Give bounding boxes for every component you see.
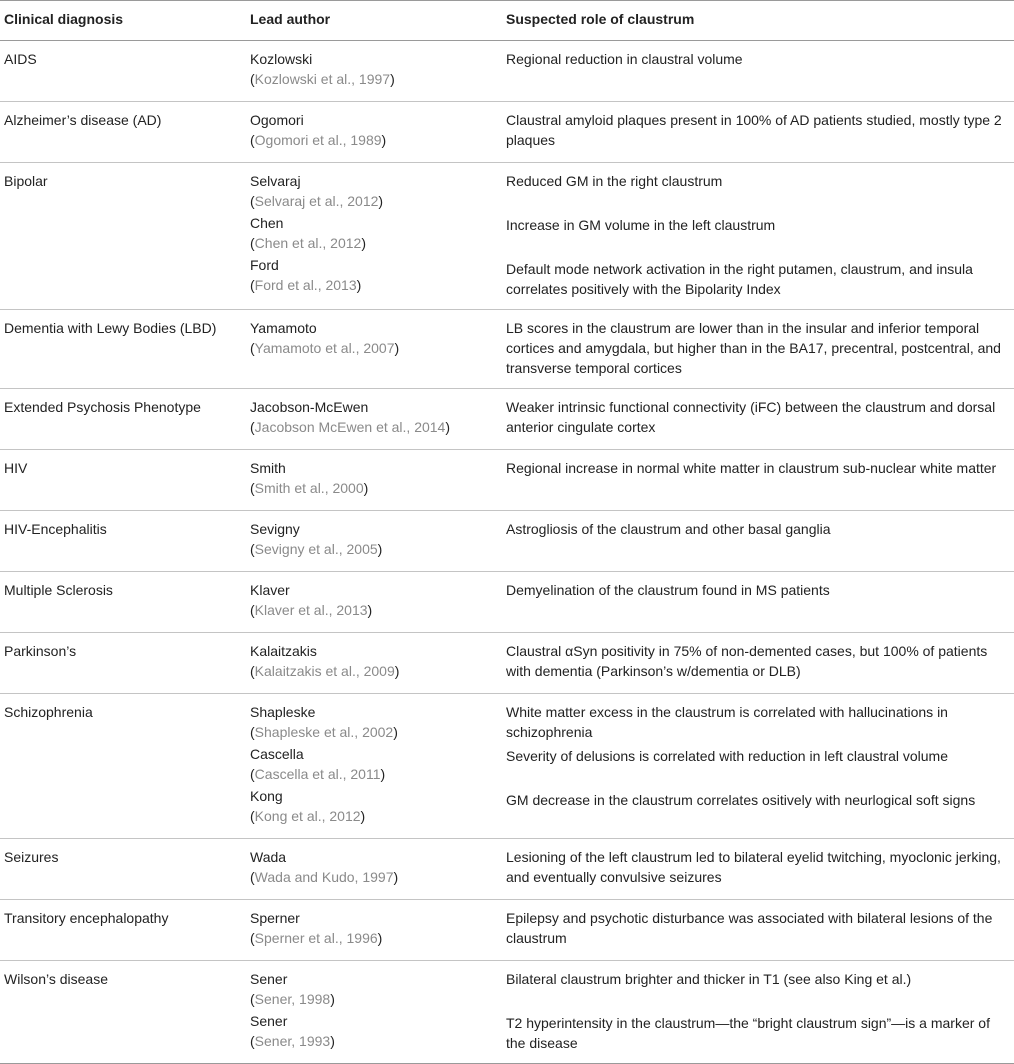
header-lead-author: Lead author [246, 1, 502, 41]
role-text: Reduced GM in the right claustrum [506, 173, 723, 189]
citation-link[interactable]: Kozlowski et al., 1997 [254, 71, 391, 87]
author-reference [250, 171, 498, 211]
author-reference [250, 519, 498, 559]
citation-link[interactable]: Sevigny et al., 2005 [254, 541, 378, 557]
diagnosis-cell: Parkinson’s [0, 633, 246, 694]
diagnosis-cell: Schizophrenia [0, 694, 246, 839]
author-reference [250, 318, 498, 358]
role-text: LB scores in the claustrum are lower than in the insular and inferior temporal cortices and amygdala, but higher than in the BA17, precentral, postcentral, and transverse temporal cortices [506, 320, 1001, 376]
citation-link[interactable]: Kalaitzakis et al., 2009 [254, 663, 395, 679]
citation-link[interactable]: Sener, 1993 [254, 1033, 331, 1049]
citation [250, 806, 498, 826]
citation-close-paren: ) [330, 991, 335, 1007]
lead-author-cell [246, 839, 502, 900]
citation [250, 722, 498, 742]
role-text: Epilepsy and psychotic disturbance was associated with bilateral lesions of the claustrum [506, 910, 993, 946]
citation-open-paren: ( [250, 724, 255, 740]
citation [250, 989, 498, 1009]
table-row [0, 310, 1014, 389]
citation [250, 478, 498, 498]
citation-close-paren: ) [377, 541, 383, 557]
table-row [0, 572, 1014, 633]
citation-open-paren: ( [250, 419, 255, 435]
author-name: Ogomori [250, 112, 304, 128]
author-name: Kalaitzakis [250, 643, 317, 659]
author-reference [250, 744, 498, 784]
suspected-role-cell [502, 900, 1014, 961]
citation-link[interactable]: Wada and Kudo, 1997 [254, 869, 394, 885]
citation [250, 69, 498, 89]
citation-close-paren: ) [380, 766, 386, 782]
author-name: Jacobson-McEwen [250, 399, 369, 415]
citation-link[interactable]: Chen et al., 2012 [254, 235, 362, 251]
suspected-role-cell [502, 961, 1014, 1064]
citation-open-paren: ( [250, 991, 255, 1007]
citation-close-paren: ) [378, 193, 384, 209]
role-text: Astrogliosis of the claustrum and other basal ganglia [506, 521, 831, 537]
author-name: Shapleske [250, 704, 316, 720]
citation-close-paren: ) [394, 663, 400, 679]
suspected-role-cell [502, 633, 1014, 694]
author-reference [250, 213, 498, 253]
citation [250, 130, 498, 150]
citation-open-paren: ( [250, 480, 255, 496]
author-name: Kong [250, 788, 283, 804]
author-name: Cascella [250, 746, 304, 762]
role-text: White matter excess in the claustrum is correlated with hallucinations in schizophrenia [506, 704, 948, 740]
citation [250, 275, 498, 295]
author-reference [250, 1011, 498, 1051]
citation-open-paren: ( [250, 340, 255, 356]
citation-link[interactable]: Sener, 1998 [254, 991, 331, 1007]
table-row [0, 633, 1014, 694]
citation [250, 1031, 498, 1051]
author-name: Selvaraj [250, 173, 301, 189]
citation [250, 191, 498, 211]
author-name: Sener [250, 1013, 288, 1029]
role-text: GM decrease in the claustrum correlates ositively with neurlogical soft signs [506, 792, 976, 808]
citation-close-paren: ) [381, 132, 387, 148]
citation-link[interactable]: Selvaraj et al., 2012 [254, 193, 379, 209]
author-name: Sperner [250, 910, 300, 926]
citation-open-paren: ( [250, 930, 255, 946]
author-reference [250, 255, 498, 295]
citation-link[interactable]: Ford et al., 2013 [254, 277, 357, 293]
author-reference [250, 49, 498, 89]
suspected-role-cell [502, 163, 1014, 310]
author-name: Kozlowski [250, 51, 313, 67]
author-name: Sevigny [250, 521, 300, 537]
diagnosis-cell: Multiple Sclerosis [0, 572, 246, 633]
citation-open-paren: ( [250, 132, 255, 148]
citation [250, 233, 498, 253]
lead-author-cell [246, 961, 502, 1064]
citation-open-paren: ( [250, 663, 255, 679]
citation-close-paren: ) [377, 930, 383, 946]
author-name: Wada [250, 849, 287, 865]
role-text: Default mode network activation in the right putamen, claustrum, and insula correlates positively with the Bipolarity Index [506, 261, 973, 297]
citation-link[interactable]: Kong et al., 2012 [254, 808, 361, 824]
citation-close-paren: ) [330, 1033, 335, 1049]
diagnosis-cell: Dementia with Lewy Bodies (LBD) [0, 310, 246, 389]
table-row [0, 389, 1014, 450]
suspected-role-cell [502, 41, 1014, 102]
author-reference [250, 580, 498, 620]
citation-open-paren: ( [250, 235, 255, 251]
citation-close-paren: ) [393, 724, 398, 740]
author-name: Chen [250, 215, 284, 231]
citation-open-paren: ( [250, 277, 255, 293]
citation-link[interactable]: Klaver et al., 2013 [254, 602, 368, 618]
header-row [0, 1, 1014, 41]
citation-close-paren: ) [360, 808, 366, 824]
author-reference [250, 847, 498, 887]
citation [250, 928, 498, 948]
lead-author-cell [246, 633, 502, 694]
citation [250, 417, 498, 437]
suspected-role-cell [502, 450, 1014, 511]
diagnosis-cell: Transitory encephalopathy [0, 900, 246, 961]
table-row [0, 102, 1014, 163]
author-name: Yamamoto [250, 320, 317, 336]
diagnosis-cell: Extended Psychosis Phenotype [0, 389, 246, 450]
table-row [0, 900, 1014, 961]
author-reference [250, 702, 498, 742]
table-body [0, 41, 1014, 1064]
citation [250, 867, 498, 887]
diagnosis-cell: Seizures [0, 839, 246, 900]
lead-author-cell [246, 511, 502, 572]
lead-author-cell [246, 694, 502, 839]
citation-open-paren: ( [250, 1033, 255, 1049]
author-reference [250, 786, 498, 826]
lead-author-cell [246, 572, 502, 633]
lead-author-cell [246, 102, 502, 163]
citation-open-paren: ( [250, 869, 255, 885]
author-reference [250, 110, 498, 150]
citation-link[interactable]: Smith et al., 2000 [254, 480, 364, 496]
citation-close-paren: ) [390, 71, 395, 87]
citation [250, 600, 498, 620]
citation [250, 338, 498, 358]
citation-close-paren: ) [445, 419, 451, 435]
role-text: Bilateral claustrum brighter and thicker in T1 (see also King et al.) [506, 971, 912, 987]
suspected-role-cell [502, 511, 1014, 572]
lead-author-cell [246, 900, 502, 961]
header-clinical-diagnosis: Clinical diagnosis [0, 1, 246, 41]
table-row [0, 511, 1014, 572]
citation-open-paren: ( [250, 766, 255, 782]
citation-link[interactable]: Jacobson McEwen et al., 2014 [254, 419, 446, 435]
suspected-role-cell [502, 310, 1014, 389]
citation-link[interactable]: Cascella et al., 2011 [254, 766, 381, 782]
role-text: Claustral amyloid plaques present in 100% of AD patients studied, mostly type 2 plaques [506, 112, 1002, 148]
citation-open-paren: ( [250, 71, 255, 87]
diagnosis-cell: AIDS [0, 41, 246, 102]
lead-author-cell [246, 41, 502, 102]
author-name: Klaver [250, 582, 290, 598]
author-name: Ford [250, 257, 279, 273]
citation-close-paren: ) [394, 340, 400, 356]
citation-open-paren: ( [250, 541, 255, 557]
citation-open-paren: ( [250, 602, 255, 618]
table-row [0, 961, 1014, 1064]
citation-link[interactable]: Yamamoto et al., 2007 [254, 340, 395, 356]
diagnosis-cell: Bipolar [0, 163, 246, 310]
role-text: Regional reduction in claustral volume [506, 51, 743, 67]
author-reference [250, 458, 498, 498]
citation-close-paren: ) [367, 602, 373, 618]
citation-link[interactable]: Ogomori et al., 1989 [254, 132, 382, 148]
role-text: Claustral αSyn positivity in 75% of non-demented cases, but 100% of patients with dementia (Parkinson’s w/dementia or DLB) [506, 643, 988, 679]
role-text: Lesioning of the left claustrum led to bilateral eyelid twitching, myoclonic jerking, and eventually convulsive seizures [506, 849, 1001, 885]
citation-close-paren: ) [393, 869, 399, 885]
author-reference [250, 641, 498, 681]
role-text: Regional increase in normal white matter in claustrum sub-nuclear white matter [506, 460, 997, 476]
role-text: Demyelination of the claustrum found in MS patients [506, 582, 830, 598]
lead-author-cell [246, 310, 502, 389]
author-reference [250, 969, 498, 1009]
citation [250, 539, 498, 559]
suspected-role-cell [502, 572, 1014, 633]
role-text: Weaker intrinsic functional connectivity (iFC) between the claustrum and dorsal anterior cingulate cortex [506, 399, 996, 435]
suspected-role-cell [502, 839, 1014, 900]
role-text: Increase in GM volume in the left claustrum [506, 217, 776, 233]
lead-author-cell [246, 450, 502, 511]
table-row [0, 694, 1014, 839]
table-row [0, 839, 1014, 900]
citation-close-paren: ) [363, 480, 369, 496]
citation-open-paren: ( [250, 193, 255, 209]
lead-author-cell [246, 163, 502, 310]
suspected-role-cell [502, 389, 1014, 450]
citation-link[interactable]: Shapleske et al., 2002 [254, 724, 394, 740]
author-reference [250, 397, 498, 437]
suspected-role-cell [502, 102, 1014, 163]
author-name: Sener [250, 971, 288, 987]
author-name: Smith [250, 460, 286, 476]
citation [250, 661, 498, 681]
diagnosis-cell: Wilson’s disease [0, 961, 246, 1064]
table-header [0, 1, 1014, 41]
table-row [0, 450, 1014, 511]
header-suspected-role: Suspected role of claustrum [502, 1, 1014, 41]
suspected-role-cell [502, 694, 1014, 839]
lead-author-cell [246, 389, 502, 450]
diagnosis-cell: Alzheimer’s disease (AD) [0, 102, 246, 163]
citation-link[interactable]: Sperner et al., 1996 [254, 930, 378, 946]
citation-open-paren: ( [250, 808, 255, 824]
diagnosis-cell: HIV-Encephalitis [0, 511, 246, 572]
table-row [0, 41, 1014, 102]
table-row [0, 163, 1014, 310]
citation-close-paren: ) [356, 277, 362, 293]
role-text: Severity of delusions is correlated with reduction in left claustral volume [506, 748, 948, 764]
citation [250, 764, 498, 784]
diagnosis-cell: HIV [0, 450, 246, 511]
author-reference [250, 908, 498, 948]
role-text: T2 hyperintensity in the claustrum—the “bright claustrum sign”—is a marker of the disease [506, 1015, 990, 1051]
citation-close-paren: ) [361, 235, 366, 251]
